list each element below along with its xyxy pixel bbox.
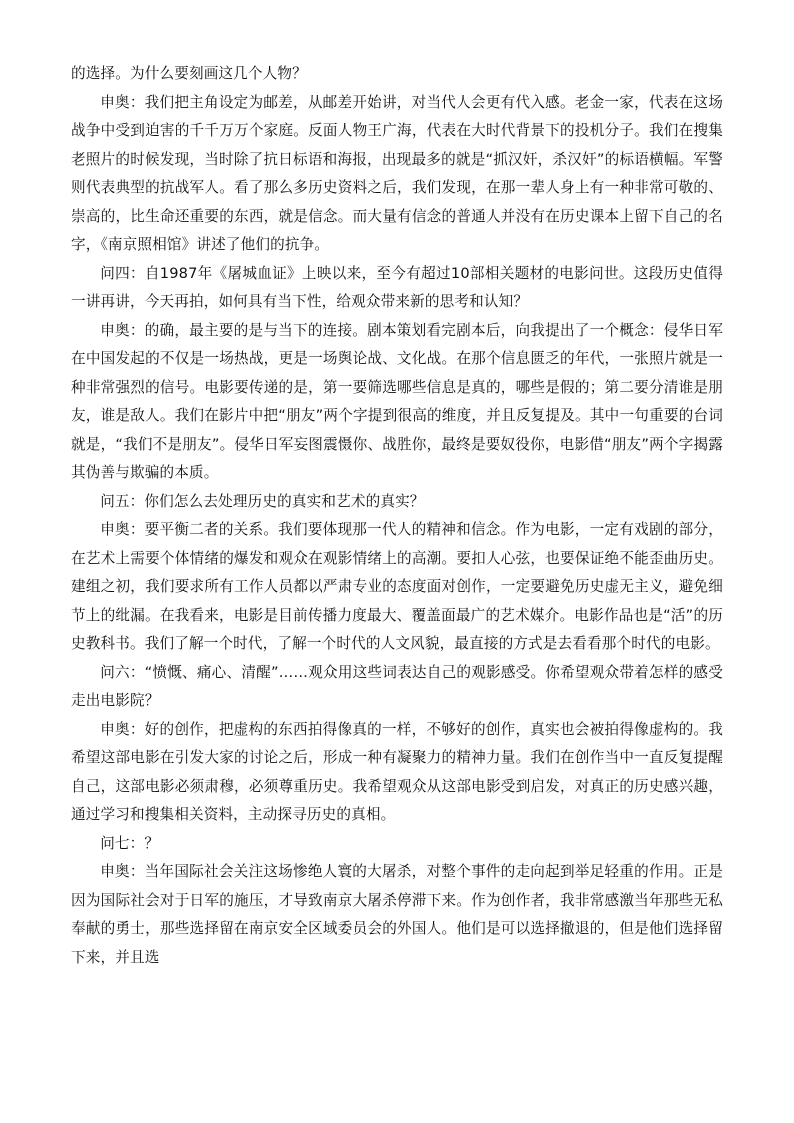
document-page <box>71 60 723 972</box>
paragraph-answer-6: 申奥：好的创作，把虚构的东西拍得像真的一样，不够好的创作，真实也会被拍得像虚构的。我希望这部电影在引发大家的讨论之后，形成一种有凝聚力的精神力量。我们在创作当中一直反复提醒自己，这部电影必须肃穆，必须尊重历史。我希望观众从这部电影受到启发，对真正的历史感兴趣，通过学习和搜集相关资料，主动探寻历史的真相。 <box>71 720 723 823</box>
paragraph-answer-5: 申奥：要平衡二者的关系。我们要体现那一代人的精神和信念。作为电影，一定有戏剧的部分，在艺术上需要个体情绪的爆发和观众在观影情绪上的高潮。要扣人心弦，也要保证绝不能歪曲历史。建组之初，我们要求所有工作人员都以严肃专业的态度面对创作，一定要避免历史虚无主义，避免细节上的纰漏。在我看来，电影是目前传播力度最大、覆盖面最广的艺术媒介。电影作品也是“活”的历史教科书。我们了解一个时代，了解一个时代的人文风貌，最直接的方式是去看看那个时代的电影。 <box>71 521 723 652</box>
paragraph-continuation: 的选择。为什么要刻画这几个人物？ <box>71 65 307 82</box>
paragraph-question-5: 问五：你们怎么去处理历史的真实和艺术的真实？ <box>100 492 425 510</box>
paragraph-answer-3: 申奥：我们把主角设定为邮差，从邮差开始讲，对当代人会更有代入感。老金一家，代表在这场战争中受到迫害的千千万万个家庭。反面人物王广海，代表在大时代背景下的投机分子。我们在搜集老照片的时候发现，当时除了抗日标语和海报，出现最多的就是“抓汉奸，杀汉奸”的标语横幅。军警则代表典型的抗战军人。看了那么多历史资料之后，我们发现，在那一辈人身上有一种非常可敬的、崇高的，比生命还重要的东西，就是信念。而大量有信念的普通人并没有在历史课本上留下自己的名字，《南京照相馆》讲述了他们的抗争。 <box>71 93 723 253</box>
paragraph-question-7: 问七：？ <box>100 834 160 852</box>
paragraph-answer-7: 申奥：当年国际社会关注这场惨绝人寰的大屠杀，对整个事件的走向起到举足轻重的作用。正是因为国际社会对于日军的施压，才导致南京大屠杀停滞下来。作为创作者，我非常感激当年那些无私奉献的勇士，那些选择留在南京安全区域委员会的外国人。他们是可以选择撤退的，但是他们选择留下来，并且选 <box>71 863 723 966</box>
paragraph-question-4: 问四：自1987年《屠城血证》上映以来，至今有超过10部相关题材的电影问世。这段历史值得一讲再讲，今天再拍，如何具有当下性，给观众带来新的思考和认知？ <box>71 264 723 310</box>
paragraph-question-6: 问六：“愤慨、痛心、清醒”……观众用这些词表达自己的观影感受。你希望观众带着怎样的感受走出电影院？ <box>71 663 723 709</box>
paragraph-answer-4: 申奥：的确，最主要的是与当下的连接。剧本策划看完剧本后，向我提出了一个概念：侵华日军在中国发起的不仅是一场热战，更是一场舆论战、文化战。在那个信息匮乏的年代，一张照片就是一种非常强烈的信号。电影要传递的是，第一要筛选哪些信息是真的，哪些是假的；第二要分清谁是朋友，谁是敌人。我们在影片中把“朋友”两个字提到很高的维度，并且反复提及。其中一句重要的台词就是，“我们不是朋友”。侵华日军妄图震慑你、战胜你，最终是要奴役你，电影借“朋友”两个字揭露其伪善与欺骗的本质。 <box>71 321 723 481</box>
